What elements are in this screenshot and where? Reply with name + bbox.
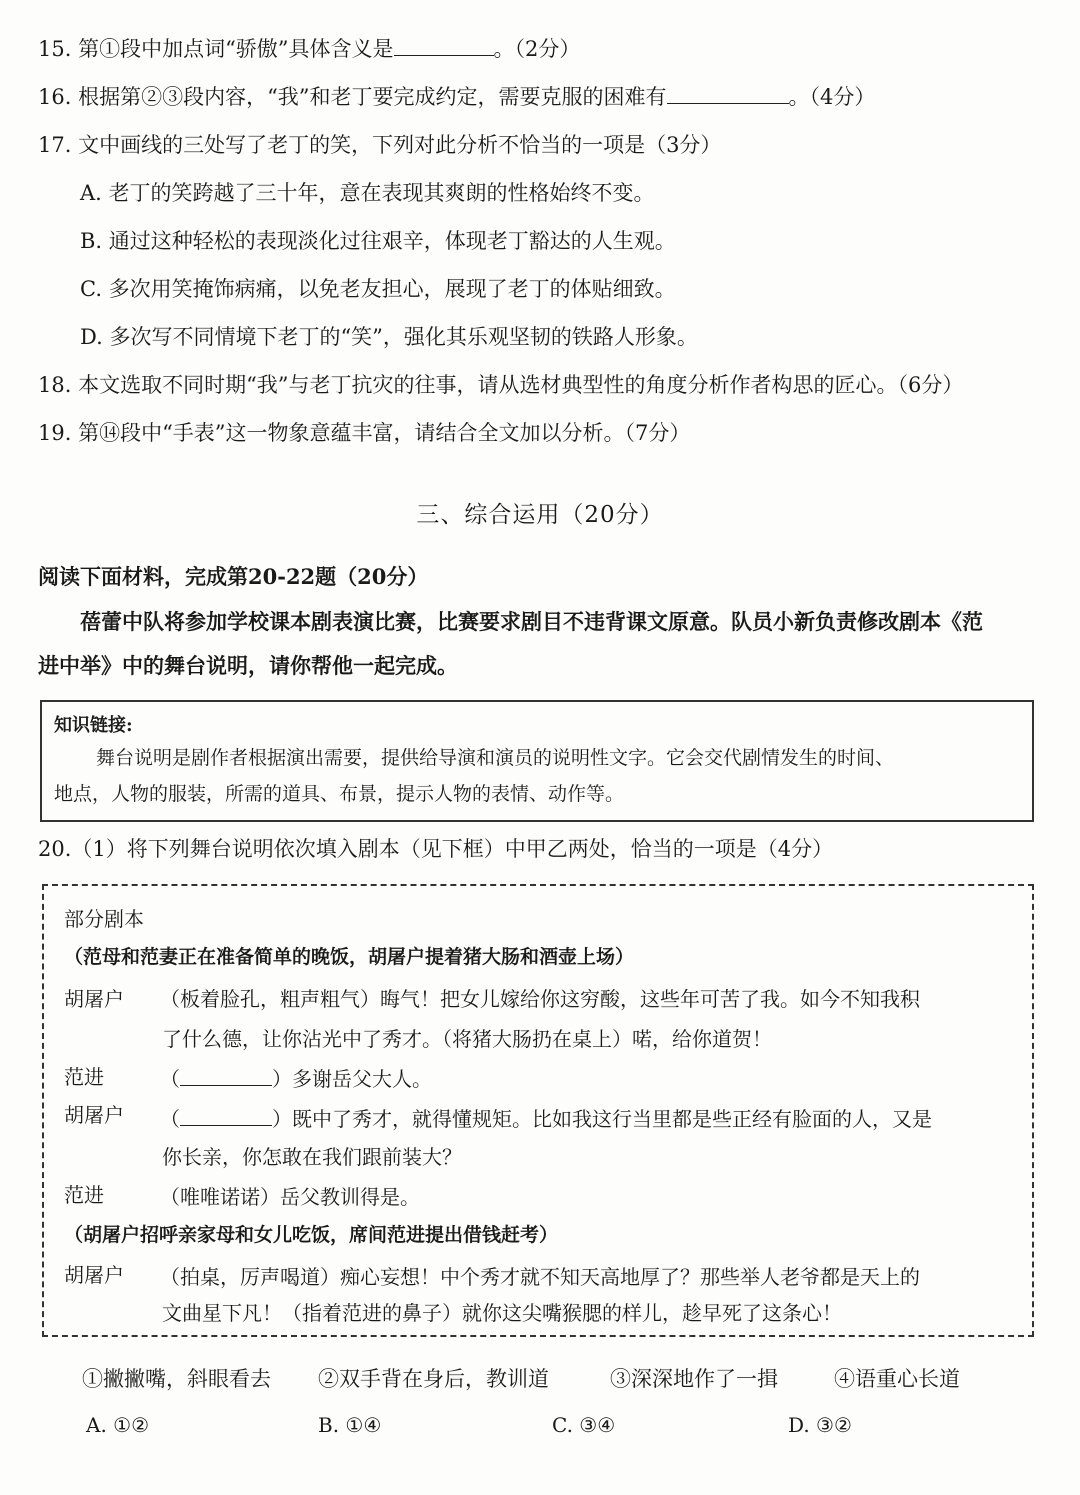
question-17-stem: 17. 文中画线的三处写了老丁的笑，下列对此分析不恰当的一项是（3分） — [38, 133, 722, 157]
question-20-stem: 20.（1）将下列舞台说明依次填入剧本（见下框）中甲乙两处，恰当的一项是（4分） — [38, 837, 834, 861]
speaker-fan-2: 范进 — [64, 1183, 104, 1207]
hu-line-1b: 了什么德，让你沾光中了秀才。（将猪大肠扔在桌上）喏，给你道贺！ — [162, 1027, 772, 1051]
q17-option-b[interactable]: B. 通过这种轻松的表现淡化过往艰辛，体现老丁豁达的人生观。 — [80, 229, 676, 253]
speaker-hu-1: 胡屠户 — [64, 987, 124, 1011]
intro-line-1: 蓓蕾中队将参加学校课本剧表演比赛，比赛要求剧目不违背课文原意。队员小新负责修改剧本《范 — [80, 609, 983, 634]
q16-text: 16. 根据第②③段内容，“我”和老丁要完成约定，需要克服的困难有 — [38, 85, 667, 109]
direction-4: ④语重心长道 — [834, 1367, 960, 1391]
knowledge-line-1: 舞台说明是剧作者根据演出需要，提供给导演和演员的说明性文字。它会交代剧情发生的时间、 — [96, 747, 895, 769]
choice-b[interactable]: B. ①④ — [318, 1413, 382, 1437]
q17-option-d[interactable]: D. 多次写不同情境下老丁的“笑”，强化其乐观坚韧的铁路人形象。 — [80, 325, 698, 349]
hu-line-1a: （板着脸孔，粗声粗气）晦气！把女儿嫁给你这穷酸，这些年可苦了我。如今不知我积 — [160, 987, 920, 1011]
direction-2: ②双手背在身后，教训道 — [318, 1367, 549, 1391]
fan-line-1-text: ）多谢岳父大人。 — [272, 1067, 432, 1091]
intro-line-2: 进中举》中的舞台说明，请你帮他一起完成。 — [38, 653, 458, 678]
fan-line-1 — [160, 1064, 432, 1094]
stage-direction-2: （胡屠户招呼亲家母和女儿吃饭，席间范进提出借钱赶考） — [64, 1224, 559, 1246]
choice-d[interactable]: D. ③② — [788, 1413, 852, 1437]
stage-direction-1: （范母和范妻正在准备简单的晚饭，胡屠户提着猪大肠和酒壶上场） — [64, 946, 635, 968]
q15-points: 。（2分） — [493, 37, 581, 61]
direction-3: ③深深地作了一揖 — [610, 1367, 778, 1391]
choice-c[interactable]: C. ③④ — [552, 1413, 616, 1437]
q16-answer-blank[interactable] — [667, 102, 789, 104]
question-18: 18. 本文选取不同时期“我”与老丁抗灾的往事，请从选材典型性的角度分析作者构思的匠心。（6分） — [38, 373, 964, 397]
hu-line-2a-text: ）既中了秀才，就得懂规矩。比如我这行当里都是些正经有脸面的人，又是 — [272, 1107, 932, 1131]
speaker-hu-2: 胡屠户 — [64, 1103, 124, 1127]
blank-yi[interactable] — [180, 1107, 272, 1126]
fan-line-2: （唯唯诺诺）岳父教训得是。 — [160, 1185, 420, 1209]
q17-option-c[interactable]: C. 多次用笑掩饰病痛，以免老友担心，展现了老丁的体贴细致。 — [80, 277, 676, 301]
q15-answer-blank[interactable] — [394, 54, 494, 56]
hu-line-2a — [160, 1104, 932, 1134]
knowledge-link-box — [40, 700, 1034, 822]
question-16 — [38, 82, 875, 112]
hu-line-3b: 文曲星下凡！（指着范进的鼻子）就你这尖嘴猴腮的样儿，趁早死了这条心！ — [162, 1301, 842, 1325]
knowledge-line-2: 地点，人物的服装，所需的道具、布景，提示人物的表情、动作等。 — [54, 783, 625, 805]
intro-paragraph — [38, 600, 1043, 688]
q16-points: 。（4分） — [788, 85, 876, 109]
hu-line-2b: 你长亲，你怎敢在我们跟前装大？ — [162, 1145, 462, 1169]
hu-line-3a: （拍桌，厉声喝道）痴心妄想！中个秀才就不知天高地厚了？那些举人老爷都是天上的 — [160, 1265, 920, 1289]
section-title: 三、综合运用（20分） — [416, 502, 664, 528]
choice-a[interactable]: A. ①② — [86, 1413, 150, 1437]
question-19: 19. 第⑭段中“手表”这一物象意蕴丰富，请结合全文加以分析。（7分） — [38, 421, 691, 445]
script-box — [42, 884, 1034, 1337]
direction-1: ①撇撇嘴，斜眼看去 — [82, 1367, 271, 1391]
speaker-fan-1: 范进 — [64, 1065, 104, 1089]
fan-paren-open: （ — [160, 1067, 180, 1091]
section-instruction: 阅读下面材料，完成第20-22题（20分） — [38, 564, 429, 589]
q15-text: 15. 第①段中加点词“骄傲”具体含义是 — [38, 37, 394, 61]
speaker-hu-3: 胡屠户 — [64, 1263, 124, 1287]
knowledge-title: 知识链接: — [54, 715, 133, 736]
q17-option-a[interactable]: A. 老丁的笑跨越了三十年，意在表现其爽朗的性格始终不变。 — [80, 181, 655, 205]
blank-jia[interactable] — [180, 1067, 272, 1086]
hu-paren-open: （ — [160, 1107, 180, 1131]
question-15 — [38, 34, 580, 64]
script-title: 部分剧本 — [64, 907, 144, 931]
